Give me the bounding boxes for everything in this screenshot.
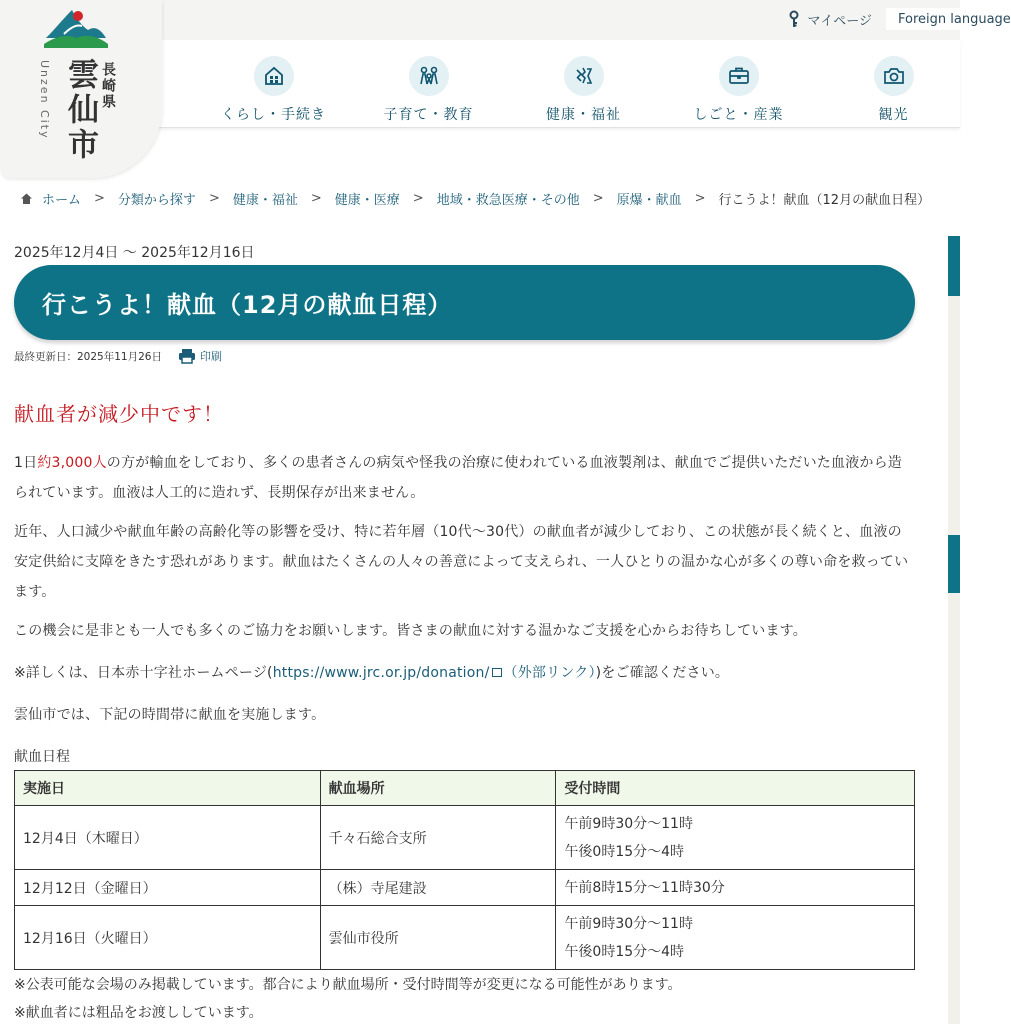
nav-label-living: くらし・手続き [221, 107, 326, 123]
last-updated: 最終更新日：2025年11月26日 [14, 350, 162, 363]
breadcrumb-separator: > [208, 191, 220, 206]
family-icon [409, 56, 449, 96]
p1-highlight: 約3,000人 [37, 455, 107, 471]
unzen-logo-mark-icon [42, 4, 110, 52]
side-panel-edge [948, 236, 960, 1024]
note-gift: ※献血者には粗品をお渡ししています。 [14, 1005, 263, 1021]
p4-suffix: )をご確認ください。 [595, 665, 730, 681]
breadcrumb-home[interactable]: ホーム [42, 193, 82, 208]
cell-place: 雲仙市役所 [320, 906, 556, 970]
logo-city-name: 雲仙市 [62, 58, 98, 163]
global-nav [196, 56, 971, 124]
p4-prefix: ※詳しくは、日本赤十字社ホームページ( [14, 665, 273, 681]
breadcrumb-blood-donation[interactable]: 原爆・献血 [616, 193, 682, 208]
nav-label-tourism: 観光 [878, 107, 909, 123]
breadcrumb-regional-medical[interactable]: 地域・救急医療・その他 [436, 193, 580, 208]
breadcrumb-separator: > [310, 191, 322, 206]
page-title-bar [14, 265, 915, 340]
house-icon [254, 56, 294, 96]
table-header-row [15, 771, 915, 806]
camera-icon [874, 56, 914, 96]
paragraph-cooperation: この機会に是非とも一人でも多くのご協力をお願いします。皆さまの献血に対する温かなご支援を心からお待ちしています。 [14, 623, 807, 639]
table-row [15, 906, 915, 970]
external-link-icon [492, 668, 502, 677]
breadcrumb-current: 行こうよ！献血（12月の献血日程） [718, 193, 931, 208]
home-icon [20, 192, 33, 205]
logo-city-name-en: Unzen City [38, 60, 51, 140]
cell-time [556, 870, 915, 906]
care-hands-icon [564, 56, 604, 96]
nav-label-work: しごと・産業 [693, 107, 784, 123]
nav-item-work[interactable] [661, 56, 816, 124]
cell-date: 12月16日（火曜日） [15, 906, 321, 970]
breadcrumb-separator: > [412, 191, 424, 206]
breadcrumb [20, 189, 960, 208]
mypage-link[interactable] [786, 10, 872, 29]
paragraph-jrc-link [14, 658, 916, 688]
nav-item-tourism[interactable] [816, 56, 971, 124]
page-title: 行こうよ！献血（12月の献血日程） [42, 291, 453, 319]
breadcrumb-health-medical[interactable]: 健康・医療 [334, 193, 400, 208]
breadcrumb-separator: > [94, 191, 105, 206]
cell-time [556, 906, 915, 970]
cell-place: 千々石総合支所 [320, 806, 556, 870]
p1-rest: の方が輸血をしており、多くの患者さんの病気や怪我の治療に使われている血液製剤は、献血でご提供いただいた血液から造られています。血液は人工的に造れず、長期保存が出来ません。 [14, 455, 902, 501]
paragraph-decline: 近年、人口減少や献血年齢の高齢化等の影響を受け、特に若年層（10代～30代）の献血者が減少しており、この状態が長く続くと、血液の安定供給に支障をきたす恐れがあります。献血はたくさんの人々の善意によって支えられ、一人ひとりの温かな心が多くの尊い命を救っています。 [14, 524, 909, 600]
logo-prefecture: 長崎県 [100, 62, 116, 110]
table-row [15, 870, 915, 906]
time-line: 午前9時30分～11時 [564, 915, 693, 932]
table-caption: 献血日程 [14, 749, 70, 765]
time-line: 午前8時15分～11時30分 [564, 879, 725, 896]
foreign-language-label: Foreign language [898, 11, 1011, 27]
cell-date: 12月4日（木曜日） [15, 806, 321, 870]
time-line: 午前9時30分～11時 [564, 815, 693, 832]
cell-date: 12月12日（金曜日） [15, 870, 321, 906]
key-icon [786, 10, 802, 28]
print-label: 印刷 [199, 350, 222, 363]
note-venues: ※公表可能な会場のみ掲載しています。都合により献血場所・受付時間等が変更になる可能性があります。 [14, 977, 682, 993]
page-meta [14, 348, 222, 364]
time-line: 午後0時15分～4時 [564, 943, 685, 960]
table-row [15, 806, 915, 870]
paragraph-schedule-intro: 雲仙市では、下記の時間帯に献血を実施します。 [14, 707, 326, 723]
time-line: 午後0時15分～4時 [564, 843, 685, 860]
nav-item-childcare[interactable] [351, 56, 506, 124]
cell-place: （株）寺尾建設 [320, 870, 556, 906]
nav-label-childcare: 子育て・教育 [383, 107, 474, 123]
section-heading: 献血者が減少中です！ [14, 402, 224, 426]
site-logo[interactable] [0, 0, 162, 178]
jrc-link-url: https://www.jrc.or.jp/donation/ [272, 665, 490, 681]
nav-item-health[interactable] [506, 56, 661, 124]
jrc-link-note: （外部リンク） [503, 665, 596, 681]
header-time: 受付時間 [556, 771, 915, 806]
side-tab-top[interactable] [948, 236, 960, 296]
utility-links [786, 8, 1011, 30]
breadcrumb-category[interactable]: 分類から探す [117, 193, 196, 208]
p1-prefix: 1日 [14, 455, 38, 471]
side-tab-middle[interactable] [948, 535, 960, 593]
briefcase-icon [719, 56, 759, 96]
header-date: 実施日 [15, 771, 321, 806]
printer-icon [178, 348, 196, 364]
print-button[interactable] [178, 348, 222, 364]
breadcrumb-health-welfare[interactable]: 健康・福祉 [232, 193, 298, 208]
nav-label-health: 健康・福祉 [546, 107, 621, 123]
breadcrumb-separator: > [694, 191, 706, 206]
jrc-donation-link[interactable] [273, 665, 596, 681]
mypage-label: マイページ [807, 13, 872, 29]
header-place: 献血場所 [320, 771, 556, 806]
paragraph-transfusion [14, 448, 916, 508]
event-period: 2025年12月4日 ～ 2025年12月16日 [14, 245, 255, 261]
foreign-language-link[interactable] [886, 8, 1011, 30]
donation-schedule-table [14, 770, 915, 970]
breadcrumb-separator: > [592, 191, 604, 206]
cell-time [556, 806, 915, 870]
nav-item-living[interactable] [196, 56, 351, 124]
